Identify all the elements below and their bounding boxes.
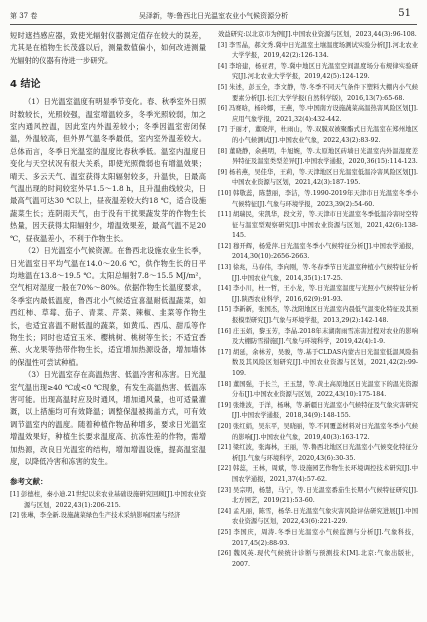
- reference-item: 效益研究:以北京市为例[J].中国农业资源与区划，2023,44(3):96-108.: [218, 31, 417, 38]
- running-title: 吴泽新，等:鲁西北日光温室农业小气候资源分析: [138, 12, 289, 20]
- reference-item: [19] 张维波，于洋，杨琳，等.新疆日光温室小气候特征及气象灾害研究[J].中国农学通报，2018,34(9):148-155.: [218, 401, 418, 420]
- page-number: 51: [398, 8, 411, 19]
- reference-item: [6] 冯赛晗，杨玲娜，王燕，等.中国南方设施蔬菜高温热害风险区划[J].应用气象学报，2021,32(4):432-442.: [218, 105, 418, 123]
- reference-item: [15] 李新新，张国杰，等.沈阳地区日光温室内晨低气温变化特征及其预报模型研究[J].气象与环境学报，2013,29(2):142-148.: [218, 306, 418, 325]
- reference-item: [4] 李培建，杨亚君，等.冀中地区日光温室空间温度场分布规律实验研究[J].河北农业大学学报，2019,42(5):124-129.: [218, 62, 418, 81]
- left-column: [10, 30, 206, 522]
- reference-item: [8] 董晓静，余燕明，牛旭婉，等.太原地区砖墙日光温室内外温湿度差异特征及温室类型差异[J].中国农学通报，2020,36(15):114-123.: [218, 147, 418, 166]
- reference-item: [11] 胡瑞民，宋凯华，段文芳，等.天津市日光温室冬季低温冷害时空特征与温室型观察研究[J].中国农业资源与区划，2021,42(6):138-145.: [218, 211, 418, 240]
- reference-item: [16] 庄玉娟，黎玉芳，李晶.2018年末湖南雨雪冻害过程对农业的影响及大棚防雪措施[J].气象与环境科学，2019,42(4):1-9.: [218, 327, 418, 346]
- reference-item: [3] 李雪晶，郝文秀.冀中日光温室土壤温度场测试实验分析[J].河北农业大学学报，2019,42(2):126-134.: [218, 41, 418, 60]
- volume-label: 第 37 卷: [10, 12, 38, 20]
- conclusion-paragraph-1: （1）日光温室温度有明显季节变化。春、秋季室外日照时数较长，光照较强，温室增温较多，冬季光照较弱，加之室内通风控温，因此室内外温差较小；冬季因温室密闭保温，外温较高，但外界气温冬季最低，室内室外温差较大。总体而言，冬季日光温室的温度比春秋季低。温室内温度日变化与天空状况有很大关系，即使光照微弱也有增温效果；晴天、多云天气、温室获得太阳辐射较多，升温快，日最高气温出现的时间较室外早1.5～1.8 h，且升温曲线较尖，日最高气温可达30 ℃以上，昼夜温差较大约18 ℃，适合设施蔬菜生长；连阴雨天气，由于没有干扰果蔬发芽的作物生长热量，因天获得太阳辐射少，增温效果差，最高气温不足20 ℃，昼夜温差小，不利于作物生长。: [10, 97, 206, 243]
- right-column: [218, 30, 418, 570]
- reference-item: [25] 李国庆，周涛.冬季日光温室小气候监测与分析[J].气象科技，2017,45(2):88-93.: [218, 528, 418, 547]
- reference-item: [12] 穆开辉，杨爱萍.日光温室冬季小气候特征分析[J].中国农学通报，2014,30(10):2656-2663.: [218, 242, 418, 261]
- reference-item: [23] 吴宗明，杨慧，马宁，等.日光温室番茄生长期小气候特征研究[J].北方园艺，2019(21):53-60.: [218, 486, 418, 505]
- conclusion-paragraph-3: （3）日光温室存在高温热害、低温冷害和冻害。日光温室气温出现≥40 ℃或<0 ℃现象，有发生高温热害、低温冻害可能。出现高温时应及时通风，增加通风量，也可适量灌溉，以上措施均可有效降温；调整保温被揭盖方式，可有效调节温室内的温度。随着种植作物品种增多，要求日光温室增温效果好，种植生长要求温度高、抗冻性差的作物，需增加热源，改良日光温室的结构，增加增温设施，提高温室温度，以降低冷害和冻害的发生。: [10, 370, 206, 466]
- reference-item: [14] 李小川，杜一哲，王小龙，等.日光温室温度与光照小气候特征分析[J].陕西农业科学，2016,62(9):91-93.: [218, 285, 418, 303]
- reference-item: [21] 梁红波，张海林，王丽，等.鲁西北地区日光温室小气候变化特征分析[J].气象与环境科学，2020,43(6):30-35.: [218, 444, 418, 462]
- reference-item: [13] 徐兆，马春伟，李向刚，等.冬春季节日光温室种植小气候特征分析[J].中国农业气象，2014,35(1):17-25.: [218, 264, 418, 282]
- reference-item: [2] 张琳，李全新.设施蔬菜绿色生产技术采纳影响因素与经济: [10, 512, 181, 520]
- section-heading: 4 结论: [10, 79, 41, 91]
- reference-item: [26] 魏风英.现代气候统计诊断与预测技术[M].北京:气象出版社，2007.: [218, 550, 418, 568]
- reference-item: [1] 彭德柱，秦小迪.21世纪以来农业基础设施研究回顾[J].中国农业资源与区划，2022,43(1):206-215.: [10, 491, 206, 509]
- references-heading: 参考文献：: [10, 477, 48, 487]
- reference-item: [7] 于丽才，董晓萍，杜雨山，等.双膜双被聚酯式日光温室在郑州地区的小气候测试[J].中国农业气象，2022,43(2):83-92.: [218, 126, 418, 144]
- running-header: [10, 8, 417, 25]
- reference-item: [10] 韩敬蕊，陈慧丽，李洁，等.1990-2019年天津市日光温室冬季小气候特征[J].气象与环境学报，2023,39(2):54-60.: [218, 189, 418, 208]
- conclusion-paragraph-2: （2）日光温室小气候资源。在鲁西北设施农业生长季，日光温室日平均气温在14.0～20.6 ℃，供作物生长的日平均地温在13.8～19.5 ℃。太阳总辐射7.8～15.5 MJ/m²，空气相对湿度一般在70%～80%。依据作物生长温度要求，冬季室内最低温度，鲁西北小气候适宜喜温耐低温蔬菜，如西红柿、草莓、茄子、青菜、芹菜、辣椒、韭菜等作物生长，也适宜喜温不耐低温的蔬菜，如黄瓜、西瓜、甜瓜等作物生长；同时也适宜玉米、樱桃树、桃树等生长；不适宜香蕉、火龙果等热带作物生长，适宜增加热源设备，增加墙体的保温性可尝试种植。: [10, 246, 206, 367]
- reference-item: [24] 孟凡丽，陈雪，杨华.日光温室气象灾害风险评估研究进展[J].中国农业资源与区划，2022,43(6):221-229.: [218, 507, 418, 526]
- reference-item: [20] 张红娟，吴东平，吴晓丽，等.不同覆盖材料对日光温室冬季小气候的影响[J].中国农业气象，2019,40(3):163-172.: [218, 422, 418, 441]
- reference-item: [5] 朱述，彭玉全，李文静，等.冬季不同天气条件下塑料大棚内小气候要素分析[J].长江大学学报(自然科学版)，2016,13(7):65-68.: [218, 83, 418, 102]
- reference-item: [9] 杨若燕，吴佳华，王莉，等.天津地区日光温室低温冷害风险区划[J].中国农业资源与区划，2021,42(3):187-195.: [218, 168, 418, 187]
- reference-item: [18] 董国强，于长兰，王玉慧，等.黄土高原地区日光温室下的温光资源分布[J].中国农业资源与区划，2022,43(10):175-184.: [218, 380, 418, 399]
- reference-item: [17] 胡延，余林芳，吴骏，等.基于CLDAS内蒙古日光温室低温风险指数及其风险区划研究[J].中国农业资源与区划，2021,42(2):99-109.: [218, 348, 418, 377]
- intro-paragraph: 短时遮挡感应器，致使光辐射仪器测定值存在较大的误差，尤其是在植物生长茂盛以后，测量数值偏小，如何改进测量光辐射的仪器有待进一步研究。: [10, 31, 206, 65]
- reference-item: [22] 韩蕊，王林，周斌，等.设施园艺作物生长环境调控技术研究[J].中国农学通报，2021,37(4):57-62.: [218, 465, 418, 483]
